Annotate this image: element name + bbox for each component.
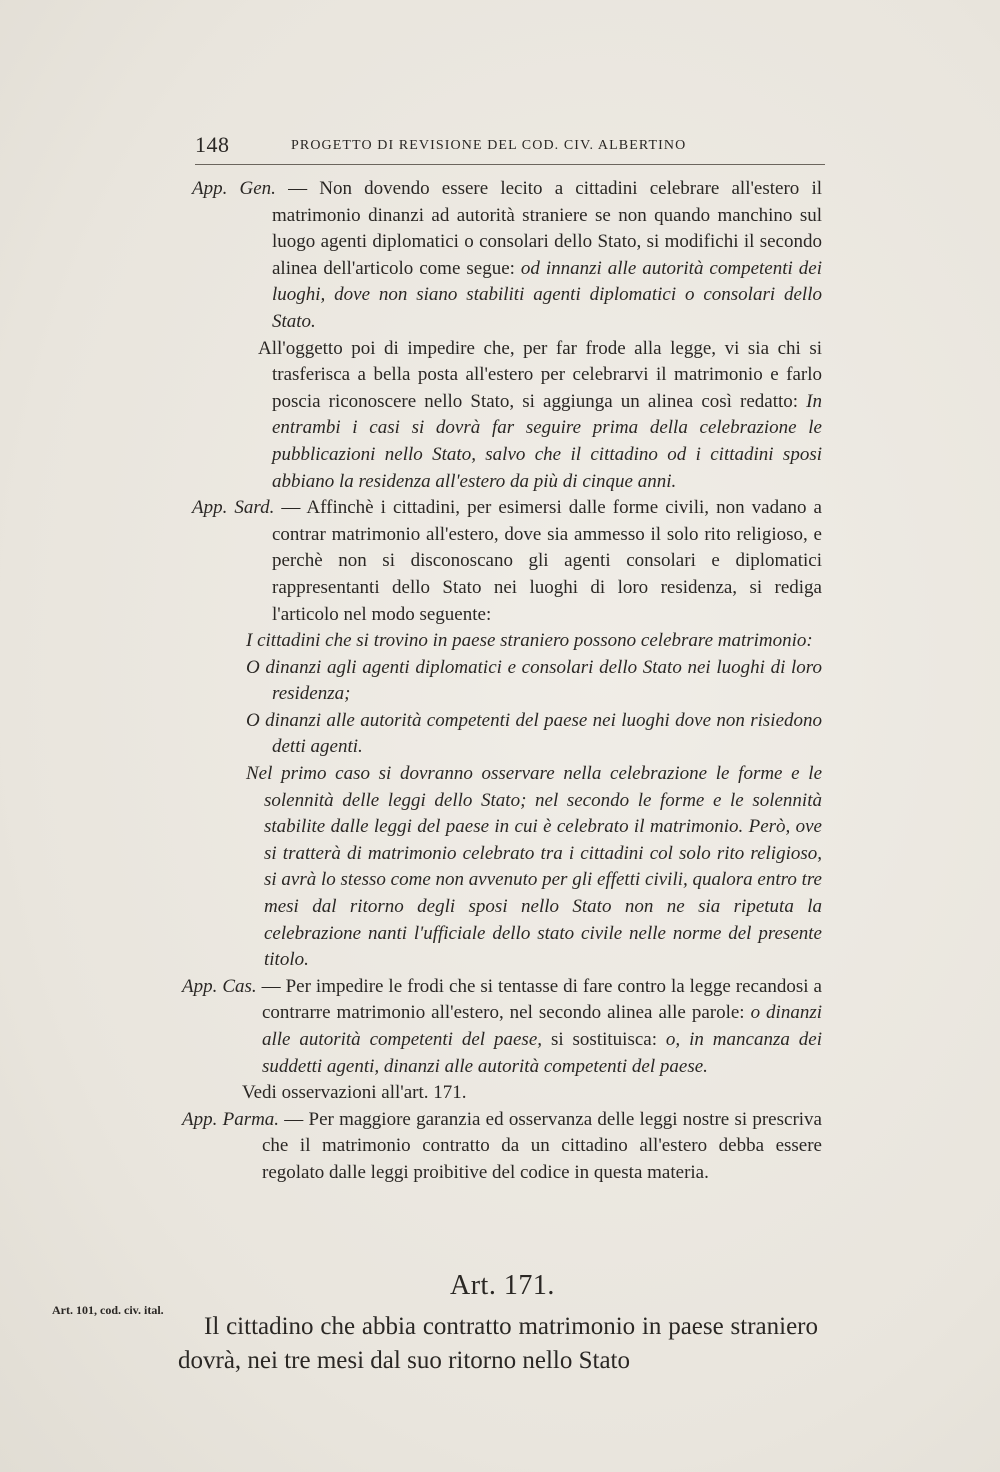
paragraph-proposed-4 [182,761,822,974]
paragraph-italic-2: o, in mancanza dei suddetti agenti, dinanzi alle autorità competenti del paese. [262,1029,822,1077]
paragraph-lead: App. Parma. [182,1108,280,1130]
paragraph-proposed-1 [182,628,822,655]
paragraph-app-gen-cont [182,336,822,496]
article-text: Il cittadino che abbia contratto matrimonio in paese straniero dovrà, nei tre mesi dal suo ritorno nello Stato [178,1313,818,1374]
paragraph-text-2: si sostituisca: [542,1029,666,1050]
running-header [195,128,825,165]
paragraph-text: — Affinchè i cittadini, per esimersi dalle forme civili, non vadano a contrar matrimonio all'estero, dove sia ammesso il solo rito religioso, e perchè non si disconoscano gli agenti consolari e diplomatici rappresentanti dello Stato nei luoghi di loro residenza, si rediga l'articolo nel modo seguente: [272,497,822,625]
paragraph-italic: Nel primo caso si dovranno osservare nella celebrazione le forme e le solennità delle leggi dello Stato; nel secondo le forme e le solennità stabilite dalle leggi del paese in cui è celebrato il matrimonio. Però, ove si tratterà di matrimonio celebrato tra i cittadini col solo rito religioso, si avrà lo stesso come non avvenuto per gli effetti civili, qualora entro tre mesi dal ritorno degli sposi nello Stato non ne sia ripetuta la celebrazione nanti l'ufficiale dello stato civile nelle norme del presente titolo. [246,763,822,971]
paragraph-text: Vedi osservazioni all'art. 171. [242,1082,467,1104]
running-title: PROGETTO DI REVISIONE DEL COD. CIV. ALBERTINO [291,138,687,153]
paragraph-italic: O dinanzi alle autorità competenti del paese nei luoghi dove non risiedono detti agenti. [246,709,822,758]
paragraph-italic: O dinanzi agli agenti diplomatici e consolari dello Stato nei luoghi di loro residenza; [246,656,822,705]
page-number: 148 [195,132,230,157]
paragraph-text: — Non dovendo essere lecito a cittadini celebrare all'estero il matrimonio dinanzi ad autorità straniere se non quando manchino sul luogo agenti diplomatici o consolari dello Stato, si modifichi il secondo alinea dell'articolo come segue: [272,178,823,279]
paragraph-proposed-3 [182,708,822,761]
main-text [182,176,822,1187]
paragraph-italic: o dinanzi alle autorità competenti del paese, [262,1002,823,1050]
paragraph-italic: In entrambi i casi si dovrà far seguire prima della celebrazione le pubblicazioni nello Stato, salvo che il cittadino od i cittadini sposi abbiano la residenza all'estero da più di cinque anni. [272,390,822,492]
paragraph-italic: I cittadini che si trovino in paese straniero possono celebrare matrimonio: [246,630,813,652]
paragraph-italic: od innanzi alle autorità competenti dei luoghi, dove non siano stabiliti agenti diplomatici o consolari dello Stato. [272,257,822,332]
paragraph-proposed-2 [182,655,822,708]
paragraph-app-sard [182,495,822,628]
paragraph-app-cas [182,974,822,1080]
paragraph-lead: App. Sard. [192,497,275,519]
paragraph-text: — Per impedire le frodi che si tentasse di fare contro la legge recandosi a contrarre matrimonio all'estero, nel secondo alinea alle parole: [256,975,822,1024]
paragraph-text: — Per maggiore garanzia ed osservanza delle leggi nostre si prescriva che il matrimonio contratto da un cittadino all'estero debba essere regolato dalle leggi proibitive del codice in questa materia. [262,1108,822,1183]
paragraph-lead: App. Cas. [182,975,257,997]
paragraph-see-also [182,1080,822,1107]
paragraph-app-gen [182,176,822,336]
paragraph-lead: App. Gen. [192,178,276,199]
article-title: Art. 171. [450,1270,555,1301]
margin-note: Art. 101, cod. civ. ital. [52,1303,164,1317]
paragraph-app-parma [182,1107,822,1187]
paragraph-text: All'oggetto poi di impedire che, per far frode alla legge, vi sia chi si trasferisca a bella posta all'estero per celebrarvi il matrimonio e farlo poscia riconoscere nello Stato, si aggiunga un alinea così redatto: [258,337,822,412]
